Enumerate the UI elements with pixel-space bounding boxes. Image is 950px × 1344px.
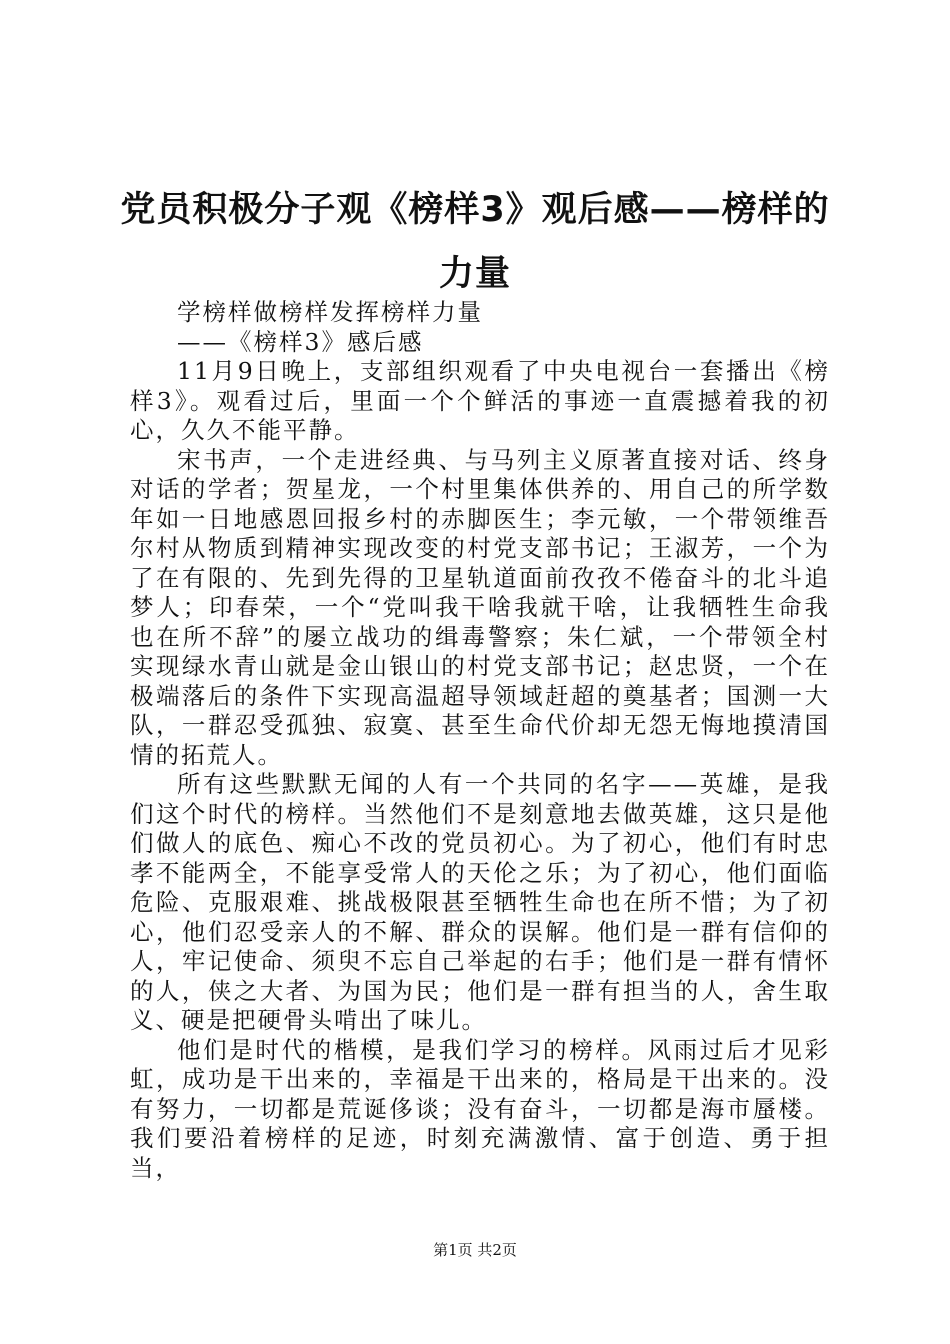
body-paragraph: 11月9日晚上，支部组织观看了中央电视台一套播出《榜样3》。观看过后，里面一个个鲜活的事迹一直震撼着我的初心，久久不能平静。 bbox=[130, 357, 830, 444]
body-paragraph: 宋书声，一个走进经典、与马列主义原著直接对话、终身对话的学者；贺星龙，一个村里集体供养的、用自己的所学数年如一日地感恩回报乡村的赤脚医生；李元敏，一个带领维吾尔村从物质到精神实现改变的村党支部书记；王淑芳，一个为了在有限的、先到先得的卫星轨道面前孜孜不倦奋斗的北斗追梦人；印春荣，一个“党叫我干啥我就干啥，让我牺牲生命我也在所不辞”的屡立战功的缉毒警察；朱仁斌，一个带领全村实现绿水青山就是金山银山的村党支部书记；赵忠贤，一个在极端落后的条件下实现高温超导领域赶超的奠基者；国测一大队，一群忍受孤独、寂寞、甚至生命代价却无怨无悔地摸清国情的拓荒人。 bbox=[130, 445, 830, 769]
page-footer: 第1页 共2页 bbox=[433, 1241, 517, 1259]
document-body bbox=[130, 298, 830, 1183]
body-paragraph: 所有这些默默无闻的人有一个共同的名字——英雄，是我们这个时代的榜样。当然他们不是刻意地去做英雄，这只是他们做人的底色、痴心不改的党员初心。为了初心，他们有时忠孝不能两全，不能享受常人的天伦之乐；为了初心，他们面临危险、克服艰难、挑战极限甚至牺牲生命也在所不惜；为了初心，他们忍受亲人的不解、群众的误解。他们是一群有信仰的人，牢记使命、须臾不忘自己举起的右手；他们是一群有情怀的人，侠之大者、为国为民；他们是一群有担当的人，舍生取义、硬是把硬骨头啃出了味儿。 bbox=[130, 770, 830, 1034]
document-title: 党员积极分子观《榜样3》观后感——榜样的力量 bbox=[120, 190, 830, 294]
subtitle-line: 学榜样做榜样发挥榜样力量 bbox=[177, 298, 483, 326]
body-paragraph: 他们是时代的楷模，是我们学习的榜样。风雨过后才见彩虹，成功是干出来的，幸福是干出来的，格局是干出来的。没有努力，一切都是荒诞侈谈；没有奋斗，一切都是海市蜃楼。我们要沿着榜样的足迹，时刻充满激情、富于创造、勇于担当， bbox=[130, 1035, 830, 1182]
subtitle-line: ——《榜样3》感后感 bbox=[177, 327, 424, 356]
